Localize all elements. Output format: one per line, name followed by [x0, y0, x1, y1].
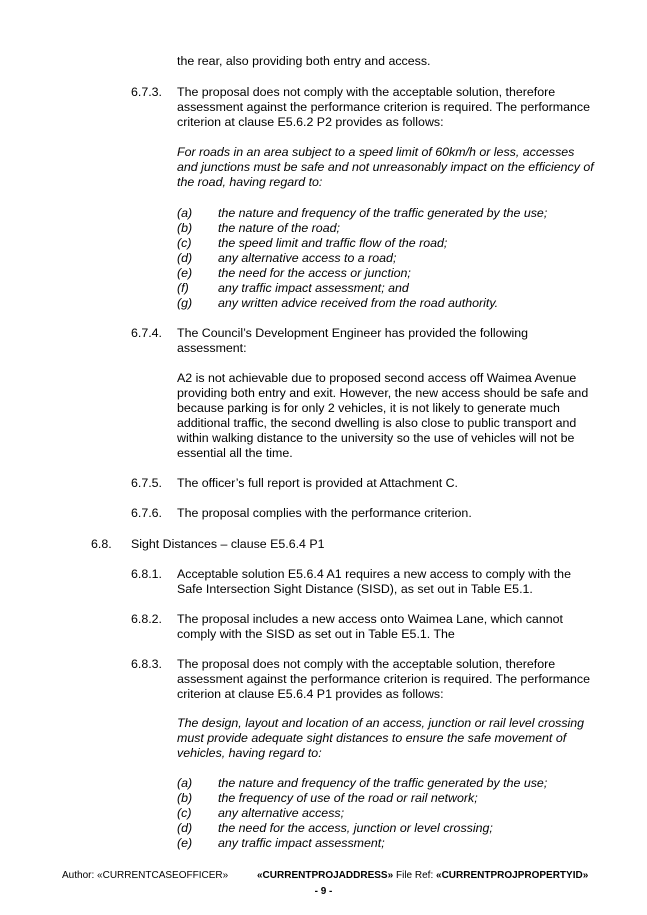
section-text-6-8-1: Acceptable solution E5.6.4 A1 requires a new access to comply with the Safe Intersection Sight Distance (SISD), as set out in Table E5.1.: [177, 567, 571, 596]
section-number-6-7-5: 6.7.5.: [131, 476, 163, 490]
footer-file-ref-value: «CURRENTPROJPROPERTYID»: [436, 870, 589, 881]
section-number-6-8-1: 6.8.1.: [131, 567, 163, 581]
intro-line: the rear, also providing both entry and access.: [177, 54, 431, 68]
section-text-6-8-2: The proposal includes a new access onto Waimea Lane, which cannot comply with the SISD as set out in Table E5.1. The: [177, 612, 563, 641]
section-number-6-7-6: 6.7.6.: [131, 506, 163, 520]
footer-address: «CURRENTPROJADDRESS»: [257, 870, 394, 881]
section-number-6-8: 6.8.: [91, 537, 112, 551]
quote-e5-6-4-p1: The design, layout and location of an access, junction or rail level crossing must provide adequate sight distances to ensure the safe movement of vehicles, having regard to:: [177, 716, 585, 760]
section-text-6-7-5: The officer’s full report is provided at Attachment C.: [177, 476, 458, 490]
section-number-6-7-4: 6.7.4.: [131, 326, 163, 340]
footer-file-ref: [396, 870, 588, 882]
section-number-6-7-3: 6.7.3.: [131, 85, 163, 99]
footer-file-ref-label: File Ref:: [396, 870, 434, 881]
section-heading-6-8: Sight Distances – clause E5.6.4 P1: [131, 537, 325, 551]
document-page: the rear, also providing both entry and access. 6.7.3. The proposal does not comply with the acceptable solution, therefore assessment against the performance criterion is required. The performance criterion at clause E5.6.2 P2 provides as follows: For roads in an area subject to a speed limit of 60km/h or less, accesses and junctions must be safe and not unreasonably impact on the efficiency of the road, having regard to: (a) the nature and frequency of the traffic generated by the use; (b) the nature of the road; (c) the speed limit and traffic flow of the road; (d) any alternative access to a road; (e) the need for the access or junction; (f) any traffic impact assessment; and (g) any written advice received from the road authority. 6.7.4. The Council’s Development Engineer has provided the following assessment: A2 is not achievable due to proposed second access off Waimea Avenue providing both entry and exit. However, the new access should be safe and because parking is for only 2 vehicles, it is not likely to generate much additional traffic, the second dwelling is also close to public transport and within walking distance to the university so the use of vehicles will not be essential all the time. 6.7.5. The officer’s full report is provided at Attachment C. 6.7.6. The proposal complies with the performance criterion. 6.8. Sight Distances – clause E5.6.4 P1 6.8.1. Acceptable solution E5.6.4 A1 requires a new access to comply with the Safe Intersection Sight Distance (SISD), as set out in Table E5.1. 6.8.2. The proposal includes a new access onto Waimea Lane, which cannot comply with the SISD as set out in Table E5.1. The 6.8.3. The proposal does not comply with the acceptable solution, therefore assessment against the performance criterion is required. The performance criterion at clause E5.6.4 P1 provides as follows: The design, layout and location of an access, junction or rail level crossing must provide adequate sight distances to ensure the safe movement of vehicles, having regard to: (a) the nature and frequency of the traffic generated by the use; (b) the frequency of use of the road or rail network; (c) any alternative access; (d) the need for the access, junction or level crossing; (e) any traffic impact assessment; Author: «CURRENTCASEOFFICER» «CURRENTPROJADDRESS» File Ref: «CURRENTPROJPROPERTYID» - 9 -: [0, 0, 647, 915]
section-text-6-7-4: The Council’s Development Engineer has provided the following assessment:: [177, 326, 529, 355]
footer-author-label: Author:: [62, 870, 95, 881]
footer-author-value: «CURRENTCASEOFFICER»: [97, 870, 229, 881]
footer-author: [62, 870, 228, 882]
section-number-6-8-2: 6.8.2.: [131, 612, 163, 626]
section-number-6-8-3: 6.8.3.: [131, 657, 163, 671]
page-number: - 9 -: [314, 886, 333, 897]
section-text-6-8-3: The proposal does not comply with the acceptable solution, therefore assessment against the performance criterion is required. The performance criterion at clause E5.6.4 P1 provides as follows:: [177, 657, 590, 701]
section-text-6-7-6: The proposal complies with the performance criterion.: [177, 506, 472, 520]
engineer-assessment: A2 is not achievable due to proposed second access off Waimea Avenue providing both entry and exit. However, the new access should be safe and because parking is for only 2 vehicles, it is not likely to generate much additional traffic, the second dwelling is also close to public transport and within walking distance to the university so the use of vehicles will not be essential all the time.: [177, 371, 589, 460]
quote-e5-6-2-p2: For roads in an area subject to a speed limit of 60km/h or less, accesses and junctions must be safe and not unreasonably impact on the efficiency of the road, having regard to:: [177, 145, 594, 189]
section-text-6-7-3: The proposal does not comply with the acceptable solution, therefore assessment against the performance criterion is required. The performance criterion at clause E5.6.2 P2 provides as follows:: [177, 85, 590, 129]
